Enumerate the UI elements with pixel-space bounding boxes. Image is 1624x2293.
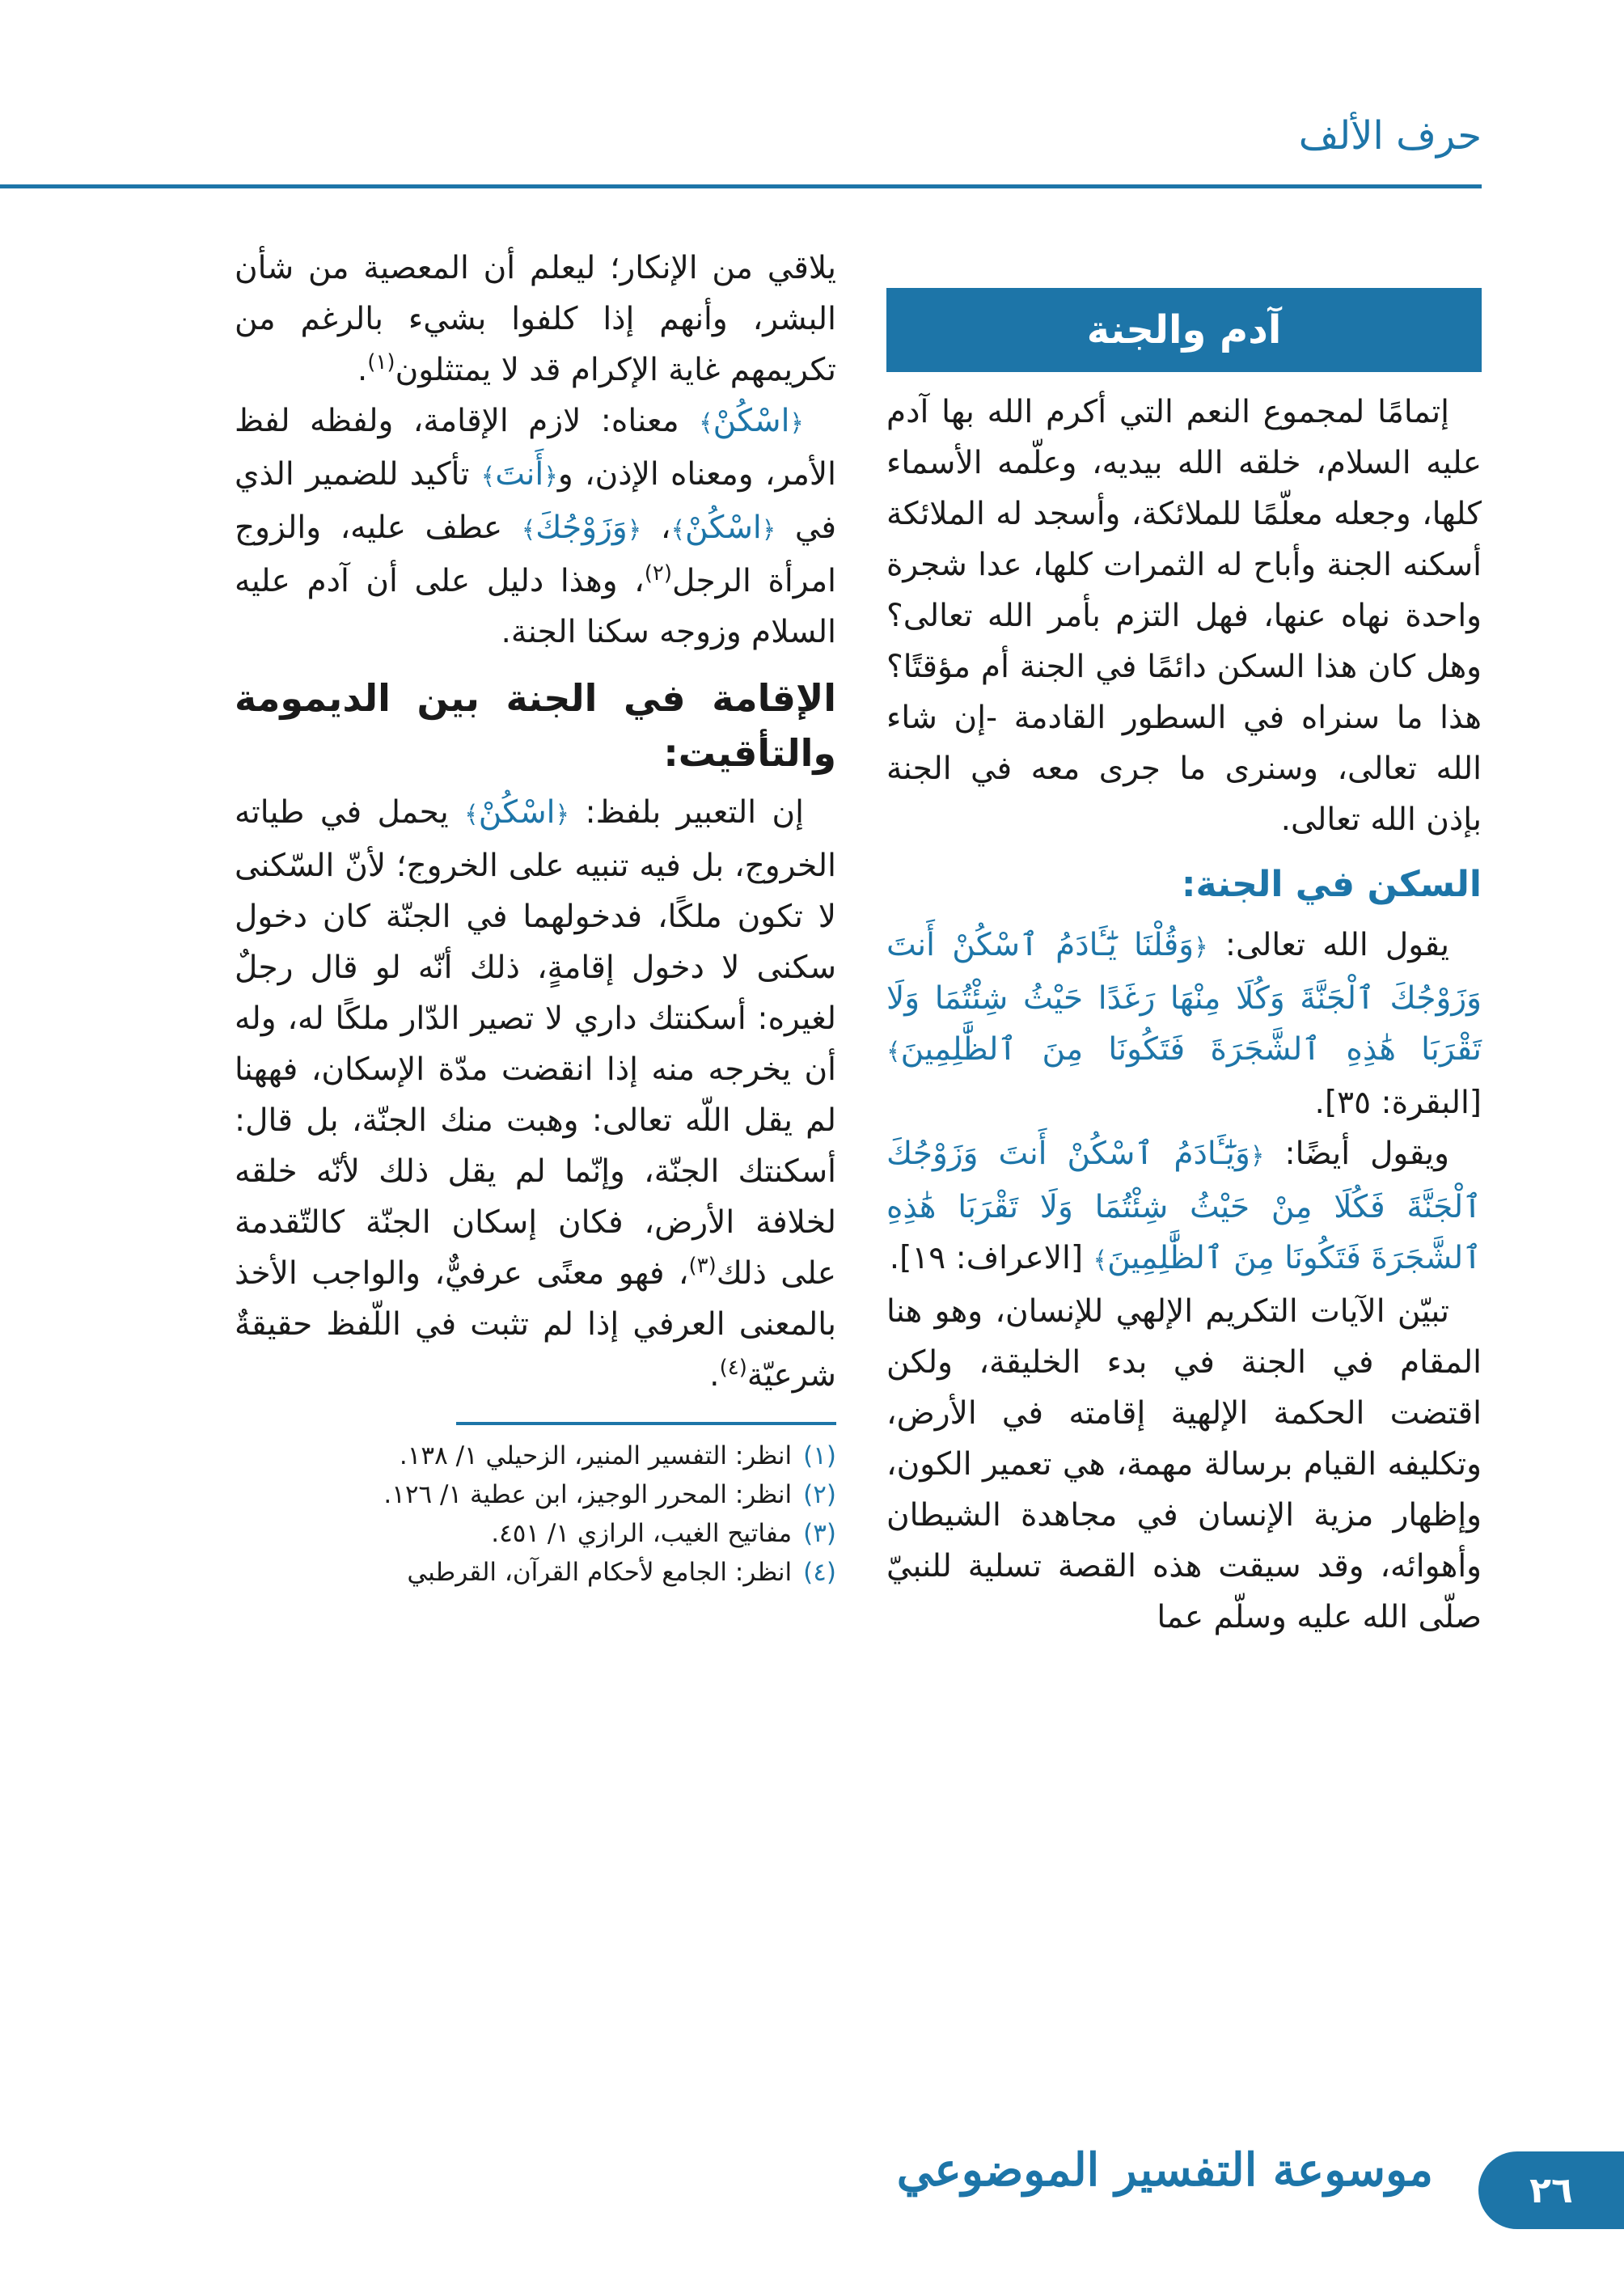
subheading-residence: الإقامة في الجنة بين الديمومة والتأقيت: [235, 676, 836, 775]
footnote-ref-3[interactable]: (٣) [688, 1254, 717, 1278]
right-column [886, 243, 1482, 1643]
para3-text-d: . [709, 1357, 720, 1394]
footnote-ref-2[interactable]: (٢) [644, 561, 673, 586]
continuation-paragraph: يلاقي من الإنكار؛ ليعلم أن المعصية من شأن البشر، وأنهم إذا كلفوا بشيء بالرغم من تكريمهم غاية الإكرام قد لا يمتثلون$^{(١)}$. [235, 250, 836, 388]
para2-text-b: تأكيد للضمير الذي في [235, 456, 837, 546]
closing-paragraph: تبيّن الآيات التكريم الإلهي للإنسان، وهو هنا المقام في الجنة في بدء الخليقة، ولكن اقتضت الحكمة الإلهية إقامته في الأرض، وتكليفه القيام برسالة مهمة، هي تعمير الكون، وإظهار مزية الإنسان في مجاهدة الشيطان وأهوائه، وقد سيقت هذه القصة تسلية للنبيّ صلّى الله عليه وسلّم عما [886, 1293, 1482, 1635]
ornament-open-icon: ﴿ [555, 801, 570, 829]
ornament-open-icon: ﴿ [789, 409, 804, 438]
ornament-close-icon: ﴾ [464, 801, 479, 829]
para3-text-a: إن التعبير بلفظ: [585, 794, 804, 831]
running-header-title: حرف الألف [1298, 113, 1482, 159]
verse2-paragraph [886, 1128, 1482, 1286]
ornament-open-icon: ﴿ [761, 516, 776, 544]
encyclopedia-logo: موسوعة التفسير الموضوعي [896, 2143, 1433, 2197]
para1-text: يلاقي من الإنكار؛ ليعلم أن المعصية من شأن البشر، وأنهم إذا كلفوا بشيء بالرغم من تكريمهم غاية الإكرام قد لا يمتثلون [235, 250, 836, 388]
footnote-ref-4[interactable]: (٤) [719, 1356, 747, 1380]
para2-text-e: ، وهذا دليل على أن آدم عليه السلام وزوجه سكنا الجنة. [235, 563, 836, 650]
ornament-close-icon: ﴾ [1093, 1246, 1108, 1275]
footnote-rule [456, 1422, 836, 1425]
footnote-text: مفاتيح الغيب، الرازي ١/ ٤٥١. [491, 1519, 793, 1548]
verse1-reference: [البقرة: ٣٥]. [1314, 1085, 1482, 1121]
footnote-number: (١) [803, 1441, 836, 1470]
quran-word-zawjuka: وَزَوْجُكَ [535, 510, 628, 546]
header-rule [0, 184, 1482, 188]
ornament-close-icon: ﴾ [699, 409, 713, 438]
verse1-intro: يقول الله تعالى: [1224, 927, 1449, 963]
footnote-number: (٤) [803, 1558, 836, 1587]
footnote-item [235, 1436, 836, 1475]
quran-word-uskun-3: اسْكُنْ [478, 794, 556, 831]
footnote-item [235, 1553, 836, 1592]
quran-verse-2: وَيَٰٓـَٔادَمُ ٱسْكُنْ أَنتَ وَزَوْجُكَ ٱلْجَنَّةَ فَكُلَا مِنْ حَيْثُ شِئْتُمَا وَلَا تَقْرَبَا هَٰذِهِ ٱلشَّجَرَةَ فَتَكُونَا مِنَ ٱلظَّٰلِمِينَ [886, 1136, 1482, 1276]
footnote-text: انظر: المحرر الوجيز، ابن عطية ١/ ١٢٦. [383, 1480, 793, 1509]
para2-text-a: معناه: لازم الإقامة، ولفظه لفظ الأمر، ومعناه الإذن، و [235, 403, 836, 493]
footnote-ref-1[interactable]: (١) [367, 350, 395, 374]
quran-verse-1: وَقُلْنَا يَٰٓـَٔادَمُ ٱسْكُنْ أَنتَ وَزَوْجُكَ ٱلْجَنَّةَ وَكُلَا مِنْهَا رَغَدًا حَيْثُ شِئْتُمَا وَلَا تَقْرَبَا هَٰذِهِ ٱلشَّجَرَةَ فَتَكُونَا مِنَ ٱلظَّٰلِمِينَ [886, 927, 1482, 1068]
ornament-open-icon: ﴿ [1194, 933, 1208, 962]
footnote-text: انظر: التفسير المنير، الزحيلي ١/ ١٣٨. [399, 1441, 793, 1470]
ornament-close-icon: ﴾ [886, 1038, 901, 1066]
verse2-reference: [الاعراف: ١٩]. [889, 1240, 1084, 1276]
expression-paragraph [235, 787, 836, 1401]
intro-paragraph: إتمامًا لمجموع النعم التي أكرم الله بها آدم عليه السلام، خلقه الله بيديه، وعلّمه الأسماء كلها، وجعله معلّمًا للملائكة، وأسجد له الملائكة أسكنه الجنة وأباح له الثمرات كلها، عدا شجرة واحدة نهاه عنها، فهل التزم بأمر الله تعالى؟ وهل كان هذا السكن دائمًا في الجنة أم مؤقتًا؟ هذا ما سنراه في السطور القادمة -إن شاء الله تعالى، وسنرى ما جرى معه في الجنة بإذن الله تعالى. [886, 394, 1482, 838]
para3-text-b: يحمل في طياته الخروج، بل فيه تنبيه على الخروج؛ لأنّ السّكنى لا تكون ملكًا، فدخولهما في الجنّة كان دخول سكنى لا دخول إقامةٍ، ذلك أنّه لو قال رجلٌ لغيره: أسكنتك داري لا تصير الدّار ملكًا له، وله أن يخرجه منه إذا انقضت مدّة الإسكان، فههنا لم يقل اللّه تعالى: وهبت منك الجنّة، بل قال: أسكنتك الجنّة، وإنّما لم يقل ذلك لأنّه خلقه لخلافة الأرض، فكان إسكان الجنّة كالتّقدمة على ذلك [235, 794, 836, 1292]
para2-text-c: ، [660, 510, 671, 546]
footnote-number: (٢) [803, 1480, 836, 1509]
subheading-dwelling: السكن في الجنة: [1181, 864, 1482, 905]
quran-word-uskun-2: اسْكُنْ [685, 510, 762, 546]
page-number-badge: ٢٦ [1478, 2151, 1624, 2229]
ornament-close-icon: ﴾ [670, 516, 686, 544]
ornament-open-icon: ﴿ [1250, 1142, 1265, 1170]
verse2-intro: ويقول أيضًا: [1284, 1136, 1449, 1172]
footnote-number: (٣) [803, 1519, 836, 1548]
ornament-close-icon: ﴾ [480, 463, 496, 491]
left-column [235, 243, 836, 1592]
ornament-close-icon: ﴾ [521, 516, 536, 544]
footnote-text: انظر: الجامع لأحكام القرآن، القرطبي [407, 1558, 793, 1587]
verse1-paragraph [886, 920, 1482, 1128]
para3-text-c: ، فهو معنًى عرفيٌّ، والواجب الأخذ بالمعنى العرفي إذا لم تثبت في اللّفظ حقيقةٌ شرعيّة [235, 1255, 836, 1394]
quran-word-anta: أَنتَ [495, 456, 544, 493]
meaning-paragraph [235, 396, 836, 658]
section-title-box: آدم والجنة [886, 288, 1482, 372]
quran-word-uskun: اسْكُنْ [713, 403, 790, 439]
footnote-item [235, 1514, 836, 1553]
para2-text-d: عطف عليه، والزوج امرأة الرجل [235, 510, 836, 599]
ornament-open-icon: ﴿ [627, 516, 642, 544]
ornament-open-icon: ﴿ [543, 463, 558, 491]
footnote-item [235, 1475, 836, 1514]
